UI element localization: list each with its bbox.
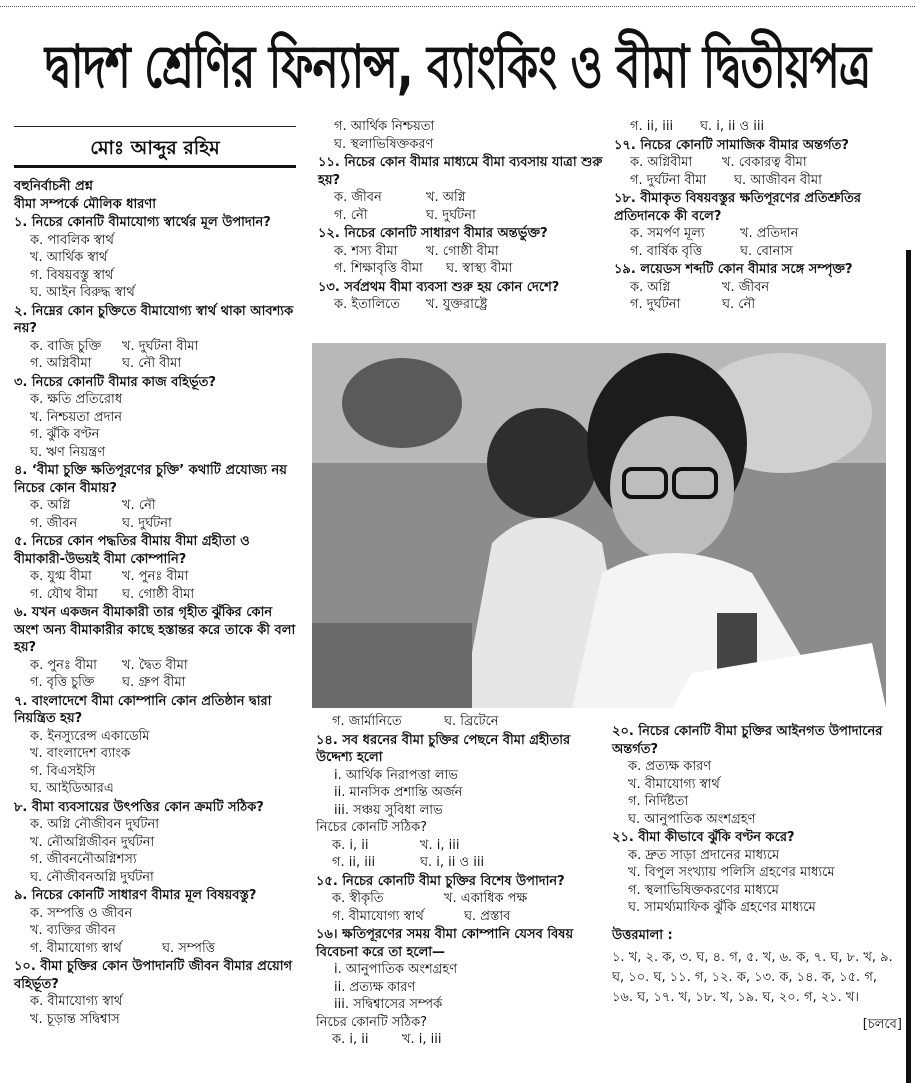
option: গ. যৌথ বীমা	[30, 586, 98, 602]
question-text: ১. নিচের কোনটি বীমাযোগ্য স্বার্থের মূল উপাদান?	[14, 215, 271, 230]
question-20	[612, 723, 902, 828]
option: ক. পাবলিক স্বার্থ	[30, 232, 114, 248]
option: ক. জীবন	[334, 190, 382, 205]
question-text: ২. নিম্নের কোন চুক্তিতে বীমাযোগ্য স্বার্থ থাকা আবশ্যক নয়?	[14, 303, 294, 336]
option: ঘ. আজীবন বীমা	[734, 172, 822, 188]
question-18	[614, 190, 902, 260]
option: ক. স্বীকৃতি	[332, 891, 384, 906]
statement: ii. মানসিক প্রশান্তি অর্জন	[334, 785, 463, 800]
question-12	[318, 225, 610, 278]
option-row	[14, 568, 296, 586]
option: গ. বীমাযোগ্য স্বার্থ	[332, 908, 424, 924]
option: গ. স্থলাভিষিক্তকরণের মাধ্যমে	[628, 882, 779, 898]
option: ঘ. ব্রিটেনে	[444, 714, 499, 729]
statement: ii. প্রত্যক্ষ কারণ	[334, 979, 416, 995]
question-text: ৪. ‘বীমা চুক্তি ক্ষতিপূরণের চুক্তি’ কথাটি প্রযোজ্য নয় নিচের কোন বীমায়?	[14, 463, 287, 496]
option: ক. বাজি চুক্তি	[30, 338, 102, 354]
option: ঘ. i, ii ও iii	[420, 855, 485, 870]
question-11	[318, 154, 610, 224]
question-9	[14, 887, 296, 957]
question-text: ১৬। ক্ষতিপূরণের সময় বীমা কোম্পানি যেসব বিষয় বিবেচনা করে তা হলো—	[316, 927, 574, 960]
question-text: ৬. যখন একজন বীমাকারী তার গৃহীত ঝুঁকির কোন অংশ অন্য বীমাকারীর কাছে হস্তান্তর করে তাকে কী বলা হয়?	[14, 605, 296, 655]
option: খ. অগ্নি	[426, 190, 466, 205]
option: গ. অগ্নিবীমা	[30, 356, 92, 371]
question-text: ১৭. নিচের কোনটি সামাজিক বীমার অন্তর্গত?	[614, 137, 849, 153]
question-10	[14, 958, 296, 1028]
statement: iii. সদ্বিশ্বাসের সম্পর্ক	[334, 997, 443, 1012]
option-row	[318, 260, 610, 278]
question-text: ১০. বীমা চুক্তির কোন উপাদানটি জীবন বীমার প্রয়োগ বহির্ভূত?	[14, 959, 293, 992]
option-row	[14, 338, 296, 356]
page-title: দ্বাদশ শ্রেণির ফিন্যান্স, ব্যাংকিং ও বীমা দ্বিতীয়পত্র	[44, 32, 871, 102]
option: ক. ইতালিতে	[334, 297, 401, 312]
option: ক. i, ii	[332, 837, 369, 853]
section-heading-mcq: বহুনির্বাচনী প্রশ্ন	[14, 179, 93, 194]
option-row	[316, 1031, 608, 1049]
option: ঘ. সামর্থ্যমাফিক ঝুঁকি গ্রহণের মাধ্যমে	[628, 900, 816, 915]
question-4	[14, 462, 296, 532]
option: ক. ক্ষতি প্রতিরোধ	[30, 392, 123, 407]
column-middle-bottom	[316, 713, 608, 1049]
students-exam-illustration	[312, 343, 886, 708]
option: গ. নৌ	[334, 207, 368, 223]
option: ক. ইনস্যুরেন্স একাডেমি	[30, 728, 150, 744]
option: গ. বার্ষিক বৃত্তি	[630, 243, 703, 259]
question-21	[612, 829, 902, 917]
question-text: ১৮. বীমাকৃত বিষয়বস্তুর ক্ষতিপূরণের প্রতিশ্রুতির প্রতিদানকে কী বলে?	[614, 191, 862, 224]
top-dotted-rule	[0, 6, 915, 7]
option: ক. প্রত্যক্ষ কারণ	[628, 759, 712, 774]
option: ক. সম্পত্তি ও জীবন	[30, 905, 133, 921]
statement: i. আনুপাতিক অংশগ্রহণ	[334, 962, 458, 977]
option-row	[14, 940, 296, 958]
option-row	[316, 854, 608, 872]
question-19	[614, 261, 902, 314]
question-1	[14, 214, 296, 302]
question-text: ৫. নিচের কোন পদ্ধতির বীমায় বীমা গ্রহীতা ও বীমাকারী-উভয়ই বীমা কোম্পানি?	[14, 534, 250, 567]
option: গ. ঝুঁকি বণ্টন	[30, 427, 100, 442]
option: খ. যুক্তরাষ্ট্রে	[426, 297, 488, 312]
question-2	[14, 303, 296, 373]
option: খ. i, iii	[420, 837, 460, 853]
option: ঘ. গ্রুপ বীমা	[122, 675, 186, 690]
option: ক. অগ্নি	[30, 498, 71, 513]
question-text: ১১. নিচের কোন বীমার মাধ্যমে বীমা ব্যবসায় যাত্রা শুরু হয়?	[318, 155, 603, 188]
option: ঘ. নৌজীবনঅগ্নি দুর্ঘটনা	[30, 869, 154, 885]
option: খ. আর্থিক স্বার্থ	[30, 250, 108, 265]
question-text: ১৯. লয়েডস শব্দটি কোন বীমার সঙ্গে সম্পৃক্ত?	[614, 262, 853, 277]
question-text: ১৫. নিচের কোনটি বীমা চুক্তির বিশেষ উপাদান?	[316, 873, 565, 889]
option: ঘ. সম্পত্তি	[162, 940, 215, 956]
option: খ. চূড়ান্ত সদ্বিশ্বাস	[30, 1011, 120, 1027]
option: খ. i, iii	[402, 1032, 442, 1047]
option-row	[614, 225, 902, 243]
option: খ. দ্বৈত বীমা	[122, 657, 188, 673]
question-text: ২১. বীমা কীভাবে ঝুঁকি বণ্টন করে?	[612, 830, 795, 845]
option: ঘ. ঋণ নিয়ন্ত্রণ	[30, 444, 106, 460]
option: ক. সমর্পণ মূল্য	[630, 226, 705, 241]
option: ঘ. নৌ বীমা	[122, 356, 182, 371]
option-row	[614, 154, 902, 172]
option-row	[614, 243, 902, 261]
option: গ. শিক্ষাবৃত্তি বীমা	[334, 261, 423, 276]
option: খ. দুর্ঘটনা বীমা	[122, 338, 199, 354]
option: খ. বেকারত্ব বীমা	[722, 155, 807, 170]
option: ক. অগ্নি	[630, 279, 671, 295]
question-17	[614, 137, 902, 190]
option: খ. বিপুল সংখ্যায় পলিসি গ্রহণের মাধ্যমে	[628, 865, 835, 880]
option-row	[318, 243, 610, 261]
option: খ. বাংলাদেশ ব্যাংক	[30, 746, 131, 761]
question-text: ২০. নিচের কোনটি বীমা চুক্তির আইনগত উপাদানের অন্তর্গত?	[612, 724, 883, 757]
question-text: ১৪. সব ধরনের বীমা চুক্তির পেছনে বীমা গ্রহীতার উদ্দেশ্য হলো	[316, 732, 571, 765]
option: ঘ. i, ii ও iii	[700, 119, 765, 134]
column-middle-top	[318, 118, 610, 314]
question-8	[14, 799, 296, 887]
option-row	[318, 296, 610, 314]
option-row	[14, 497, 296, 515]
question-16	[316, 926, 608, 1049]
option: ঘ. প্রস্তাব	[464, 908, 511, 924]
option: খ. ব্যক্তির জীবন	[30, 923, 116, 938]
option: খ. বীমাযোগ্য স্বার্থ	[628, 776, 720, 792]
question-text: ৮. বীমা ব্যবসায়ের উৎপত্তির কোন ক্রমটি সঠিক?	[14, 799, 264, 815]
option: ঘ. আনুপাতিক অংশগ্রহণ	[628, 811, 756, 827]
option: গ. ii, iii	[630, 119, 674, 134]
option: ক. দ্রুত সাড়া প্রদানের মাধ্যমে	[628, 847, 780, 863]
question-15	[316, 873, 608, 926]
option: খ. প্রতিদান	[740, 226, 799, 241]
section-heading-topic: বীমা সম্পর্কে মৌলিক ধারণা	[14, 196, 157, 212]
question-text: ১৩. সর্বপ্রথম বীমা ব্যবসা শুরু হয় কোন দেশে?	[318, 279, 560, 295]
question-prompt: নিচের কোনটি সঠিক?	[316, 1014, 428, 1030]
option: ক. i, ii	[332, 1032, 369, 1047]
option: ঘ. দুর্ঘটনা	[122, 515, 172, 531]
answer-key-title: উত্তরমালা :	[612, 927, 673, 943]
option: ঘ. গোষ্ঠী বীমা	[122, 586, 195, 602]
option: গ. দুর্ঘটনা বীমা	[630, 172, 707, 188]
option: খ. নৌঅগ্নিজীবন দুর্ঘটনা	[30, 834, 155, 850]
question-14	[316, 732, 608, 872]
option: খ. নৌ	[122, 498, 156, 513]
option: ঘ. আইডিআরএ	[30, 781, 114, 796]
question-text: ৯. নিচের কোনটি সাধারণ বীমার মূল বিষয়বস্তু?	[14, 888, 257, 903]
option-row	[14, 515, 296, 533]
option: ঘ. নৌ	[722, 297, 756, 312]
option-row	[14, 355, 296, 373]
question-13	[318, 279, 610, 314]
option: ঘ. আইন বিরুদ্ধ স্বার্থ	[30, 285, 135, 300]
answer-key: ১. খ, ২. ক, ৩. ঘ, ৪. গ, ৫. খ, ৬. ক, ৭. ঘ, ৮. খ, ৯. ঘ, ১০. ঘ, ১১. গ, ১২. ক, ১৩. ক, ১৪. ক, ১৫. গ, ১৬. ঘ, ১৭. খ, ১৮. খ, ১৯. ঘ, ২০. গ, ২১. খ।	[612, 950, 893, 1005]
question-3	[14, 374, 296, 462]
author-top-rule	[14, 126, 296, 127]
question-prompt: নিচের কোনটি সঠিক?	[316, 820, 428, 835]
option: গ. জীবননৌঅগ্নিশস্য	[30, 852, 137, 867]
option: গ. বিএসইসি	[30, 763, 96, 779]
question-5	[14, 533, 296, 603]
option-row	[316, 837, 608, 855]
statement: iii. সঞ্চয় সুবিধা লাভ	[334, 802, 443, 818]
option: ক. পুনঃ বীমা	[30, 657, 97, 673]
question-6	[14, 604, 296, 692]
option: গ. বৃত্তি চুক্তি	[30, 675, 95, 690]
option: ক. অগ্নি নৌজীবন দুর্ঘটনা	[30, 817, 159, 832]
option: ঘ. স্বাস্থ্য বীমা	[446, 261, 513, 276]
option: গ. আর্থিক নিশ্চয়তা	[334, 119, 435, 134]
option-row	[14, 674, 296, 692]
option: গ. জার্মানিতে	[332, 714, 402, 729]
option-row	[14, 657, 296, 675]
option: খ. গোষ্ঠী বীমা	[426, 243, 499, 259]
option-row	[316, 713, 608, 731]
statement: i. আর্থিক নিরাপত্তা লাভ	[334, 767, 458, 783]
option: খ. নিশ্চয়তা প্রদান	[30, 409, 122, 425]
question-text: ১২. নিচের কোনটি সাধারণ বীমার অন্তর্ভুক্ত?	[318, 226, 548, 241]
students-exam-photo	[312, 343, 886, 708]
question-7	[14, 693, 296, 798]
option: গ. জীবন	[30, 515, 78, 531]
option-row	[614, 296, 902, 314]
option: গ. ii, iii	[332, 855, 376, 870]
column-right-top	[614, 118, 902, 314]
option: ক. শস্য বীমা	[334, 243, 398, 259]
option-row	[614, 279, 902, 297]
option-row	[316, 890, 608, 908]
option-row	[318, 189, 610, 207]
option: ক. অগ্নিবীমা	[630, 155, 693, 170]
option: খ. পুনঃ বীমা	[122, 569, 189, 584]
author-name: মোঃ আব্দুর রহিম	[14, 135, 296, 168]
option: ক. বীমাযোগ্য স্বার্থ	[30, 994, 123, 1009]
option-row	[316, 908, 608, 926]
option: ঘ. দুর্ঘটনা	[426, 207, 476, 223]
option-row	[614, 172, 902, 190]
option-row	[614, 118, 902, 136]
option-row	[318, 207, 610, 225]
question-text: ৭. বাংলাদেশে বীমা কোম্পানি কোন প্রতিষ্ঠান দ্বারা নিয়ন্ত্রিত হয়?	[14, 693, 272, 726]
option: গ. বীমাযোগ্য স্বার্থ	[30, 940, 122, 956]
continued-note: [চলবে]	[862, 1017, 902, 1032]
column-right-bottom	[612, 722, 902, 1034]
question-text: ৩. নিচের কোনটি বীমার কাজ বহির্ভূত?	[14, 374, 216, 390]
column-left	[14, 126, 296, 1028]
option: গ. দুর্ঘটনা	[630, 297, 681, 312]
option: খ. জীবন	[722, 279, 770, 295]
right-margin-bar	[906, 250, 911, 1083]
option: ক. যুগ্ম বীমা	[30, 569, 92, 584]
option: গ. বিষয়বস্তু স্বার্থ	[30, 267, 114, 283]
option-row	[14, 586, 296, 604]
option: গ. নির্দিষ্টতা	[628, 794, 689, 809]
option: খ. একাধিক পক্ষ	[444, 891, 528, 906]
option: ঘ. স্থলাভিষিক্তকরণ	[334, 136, 434, 152]
option: ঘ. বোনাস	[740, 243, 793, 259]
